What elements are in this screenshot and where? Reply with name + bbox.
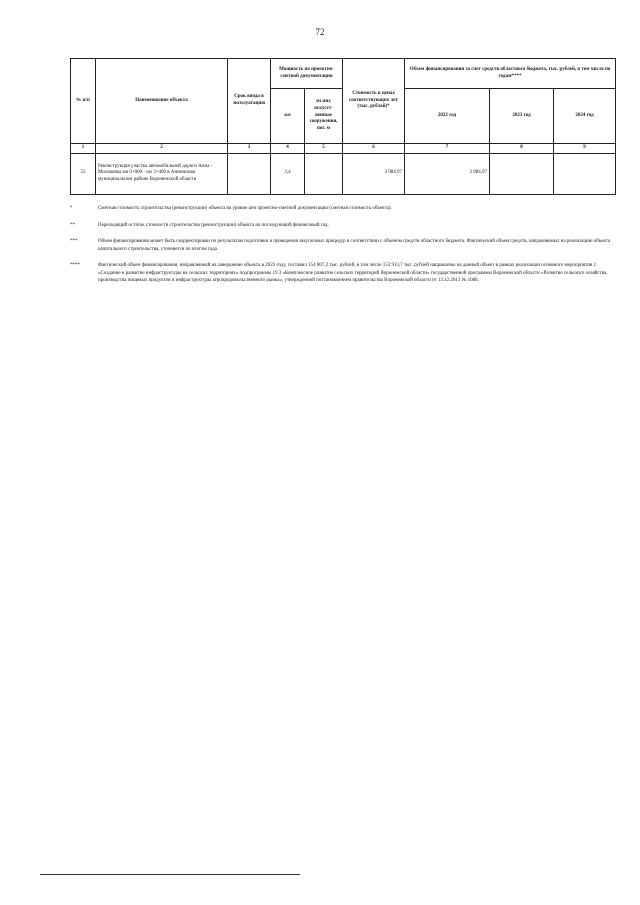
header-year-2024: 2024 год [554,89,616,144]
row-num: 53 [71,153,96,194]
footnote-text: Объем финансирования может быть скорректирован по результатам подготовки и проведения закупочных процедур в соответствии с объемом средств областного бюджета. Фактический объем средств, направляемых на реализацию объекта капитального строительства, уточняется по итогам года. [98,239,611,252]
header-capacity-art: из них искусственные сооружения, пог. м [305,89,343,144]
footnote-mark: **** [70,263,80,268]
column-number: 6 [343,144,405,154]
row-commissioning [228,153,271,194]
footnote [70,205,615,213]
row-2022: 3 984,97 [405,153,490,194]
footnote-text: Фактический объем финансирования, направленный на завершение объекта в 2022 году, составил 154 807,2 тыс. рублей, в том числе 153 913,7 тыс. рублей направлены на данный объект в рамках реализации основного мероприятия 2 «Создание и развитие инфраструктуры на сельских территориях» подпрограммы 19.3 «Комплексное развитие сельских территорий Воронежской области» государственной программы Воронежской области «Развитие сельского хозяйства, производства пищевых продуктов и инфраструктуры агропродовольственного рынка», утвержденной постановлением правительства Воронежской области от 13.12.2013 № 1088. [98,263,608,283]
column-number: 1 [71,144,96,154]
header-year-2023: 2023 год [490,89,554,144]
header-capacity-km: км [271,89,305,144]
objects-table [70,58,616,195]
header-capacity: Мощность по проектно-сметной документации [271,59,343,89]
row-2023 [490,153,554,194]
footnote [70,222,615,230]
footnote-text: Переходящий остаток стоимости строительства (реконструкции) объекта на последующий финансовый год. [98,222,329,228]
footnote-mark: * [70,206,73,211]
column-number: 5 [305,144,343,154]
column-numbers-row [71,144,616,154]
header-year-2022: 2022 год [405,89,490,144]
column-number: 2 [96,144,228,154]
row-object-name: Реконструкция участка автомобильной дороги Анна - Мохововка км 0+000 - км 3+400 в Аннинском муниципальном районе Воронежской области [96,153,228,194]
table-row [71,153,616,194]
header-num: № п/п [71,59,96,144]
footer-divider [40,874,300,875]
header-commissioning: Срок ввода в эксплуатацию [228,59,271,144]
footnotes [70,205,615,294]
column-number: 4 [271,144,305,154]
column-number: 8 [490,144,554,154]
header-name: Наименование объекта [96,59,228,144]
header-cost: Стоимость в ценах соответствующих лет (тыс. рублей)* [343,59,405,144]
row-art [305,153,343,194]
footnote [70,238,615,253]
footnote-mark: *** [70,239,78,244]
footnote [70,262,615,285]
footnote-mark: ** [70,222,75,228]
row-cost: 3 984,97 [343,153,405,194]
column-number: 3 [228,144,271,154]
header-funding: Объем финансирования за счет средств областного бюджета, тыс. рублей, в том числе по годам**** [405,59,616,89]
page-number: 72 [315,27,325,37]
row-km: 3,4 [271,153,305,194]
footnote-text: Сметная стоимость строительства (реконструкции) объекта на уровне цен проектно-сметной документации (сметная стоимость объекта). [98,206,392,211]
row-2024 [554,153,616,194]
column-number: 9 [554,144,616,154]
column-number: 7 [405,144,490,154]
